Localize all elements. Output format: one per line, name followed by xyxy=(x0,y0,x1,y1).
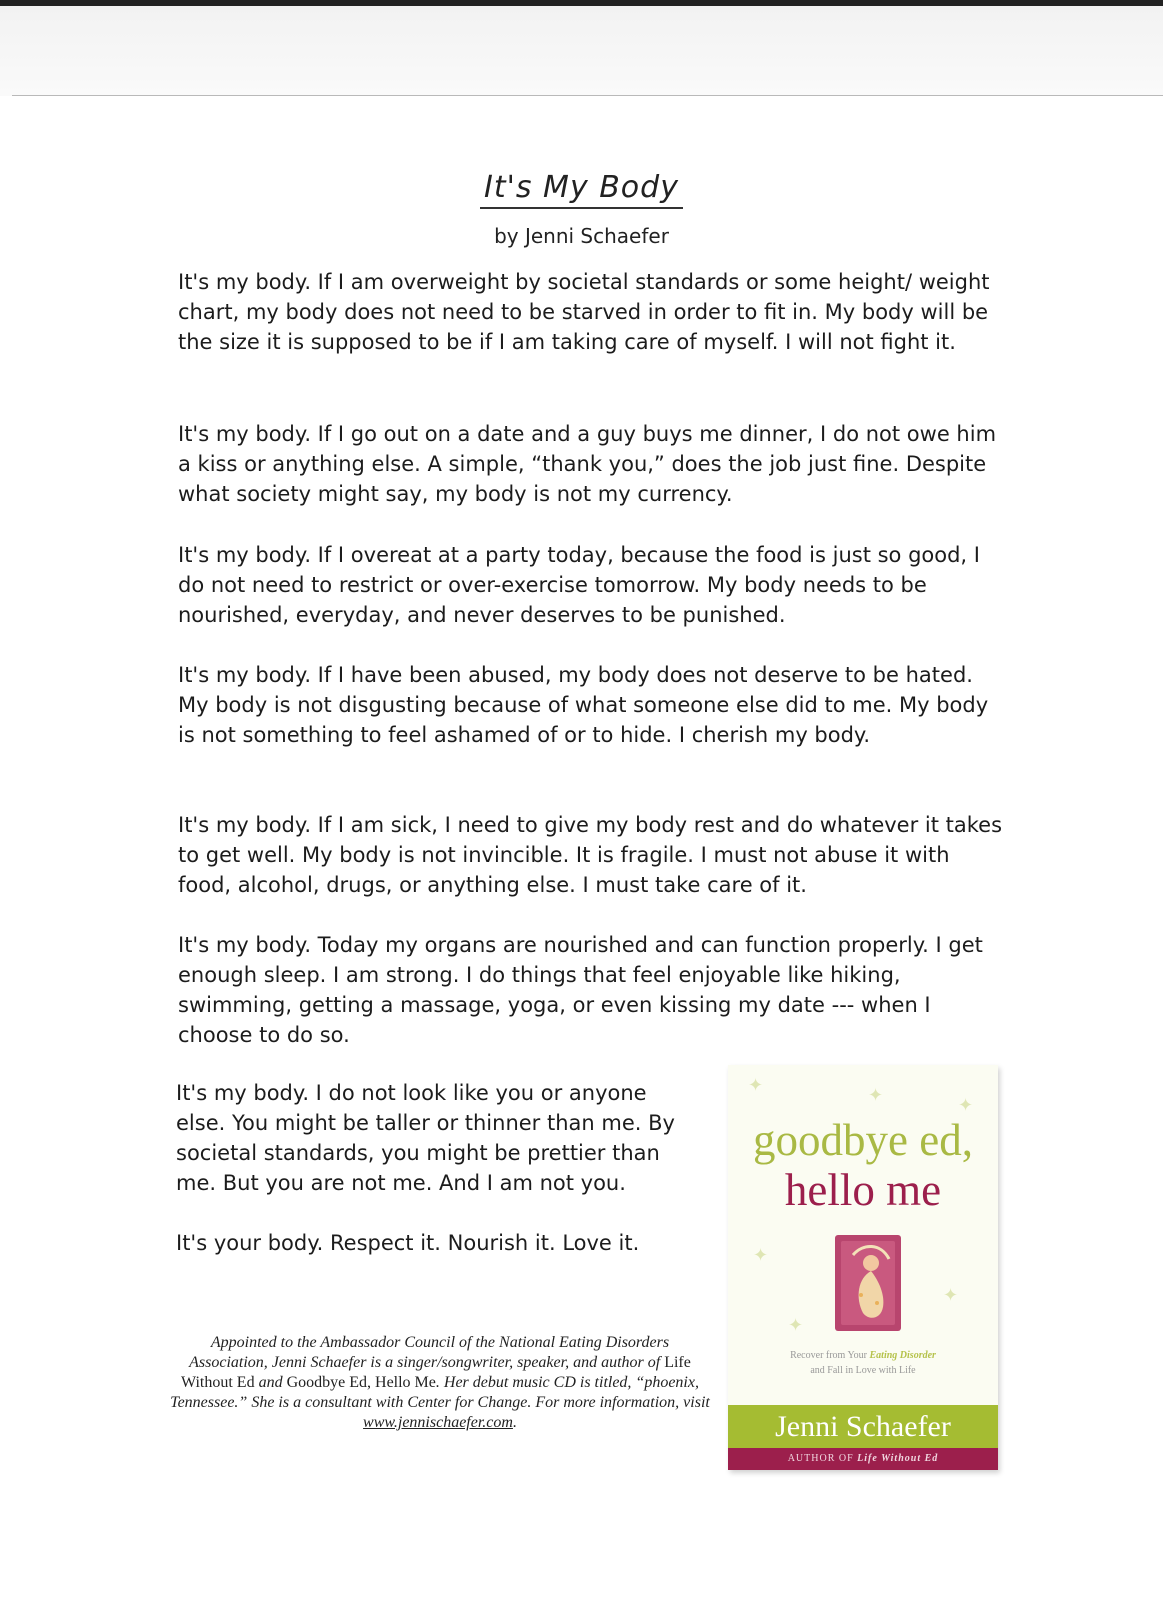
book-illustration xyxy=(833,1233,903,1333)
star-icon: ✦ xyxy=(748,1075,764,1096)
website-link[interactable]: www.jennischaefer.com xyxy=(363,1414,513,1431)
book-title-line-2: hello me xyxy=(784,1165,942,1215)
paragraph-4: It's my body. If I have been abused, my body does not deserve to be hated. My body is not disgusting because of what someone else did to me. My body is not something to feel ashamed of or to hide. I cherish my body. xyxy=(178,663,989,747)
book-cover xyxy=(728,1065,998,1470)
page-title-text: It's My Body xyxy=(480,170,683,209)
book-subtitle-text-2: and Fall in Love with Life xyxy=(810,1365,916,1376)
book-subtitle-accent: Eating Disorder xyxy=(869,1350,936,1361)
bio-text-1: Appointed to the Ambassador Council of the National Eating Disorders Association, Jenni Schaefer is a singer/songwriter, speaker, and author of xyxy=(189,1334,670,1371)
paragraph-3: It's my body. If I overeat at a party today, because the food is just so good, I do not need to restrict or over-exercise tomorrow. My body needs to be nourished, everyday, and never deserves to be punished. xyxy=(178,543,980,627)
paragraph-8: It's your body. Respect it. Nourish it. Love it. xyxy=(176,1231,640,1255)
page-crease xyxy=(12,95,1163,96)
book-title-line-1: goodbye ed, xyxy=(753,1115,973,1165)
star-icon: ✦ xyxy=(788,1315,804,1336)
paragraph-1: It's my body. If I am overweight by societal standards or some height/ weight chart, my body does not need to be starved in order to fit in. My body will be the size it is supposed to be if I am taking care of myself. I will not fight it. xyxy=(178,270,990,354)
book-subtitle-text-1: Recover from Your xyxy=(790,1350,870,1361)
bio-text-and: and xyxy=(254,1374,287,1391)
bio-book-title-1: Life Without Ed xyxy=(181,1354,691,1391)
book-tagline xyxy=(728,1448,998,1470)
page-title xyxy=(0,168,1163,208)
book-author: Jenni Schaefer xyxy=(728,1405,998,1448)
paragraph-6: It's my body. Today my organs are nourished and can function properly. I get enough sleep. I am strong. I do things that feel enjoyable like hiking, swimming, getting a massage, yoga, or even kissing my date --- when I choose to do so. xyxy=(178,933,983,1047)
book-subtitle xyxy=(738,1348,988,1378)
scan-shadow xyxy=(0,6,1163,96)
bio-text-2: . Her debut music CD is titled, “phoenix, Tennessee.” She is a consultant with Center for Change. For more information, visit xyxy=(170,1374,710,1411)
paragraph-7: It's my body. I do not look like you or anyone else. You might be taller or thinner than me. By societal standards, you might be prettier than me. But you are not me. And I am not you. xyxy=(176,1081,675,1195)
byline: by Jenni Schaefer xyxy=(494,224,669,248)
paragraph-2: It's my body. If I go out on a date and a guy buys me dinner, I do not owe him a kiss or anything else. A simple, “thank you,” does the job just fine. Despite what society might say, my body is not my currency. xyxy=(178,422,997,506)
star-icon: ✦ xyxy=(943,1285,959,1306)
bio-text-end: . xyxy=(512,1414,517,1431)
star-icon: ✦ xyxy=(753,1245,769,1266)
author-bio xyxy=(170,1333,710,1433)
star-icon: ✦ xyxy=(958,1095,974,1116)
bio-book-title-2: Goodbye Ed, Hello Me xyxy=(286,1374,436,1391)
star-icon: ✦ xyxy=(868,1085,884,1106)
paragraph-5: It's my body. If I am sick, I need to give my body rest and do whatever it takes to get well. My body is not invincible. It is fragile. I must not abuse it with food, alcohol, drugs, or anything else. I must take care of it. xyxy=(178,813,1003,897)
book-tagline-prefix: AUTHOR OF xyxy=(787,1453,858,1464)
book-tagline-title: Life Without Ed xyxy=(857,1453,939,1464)
